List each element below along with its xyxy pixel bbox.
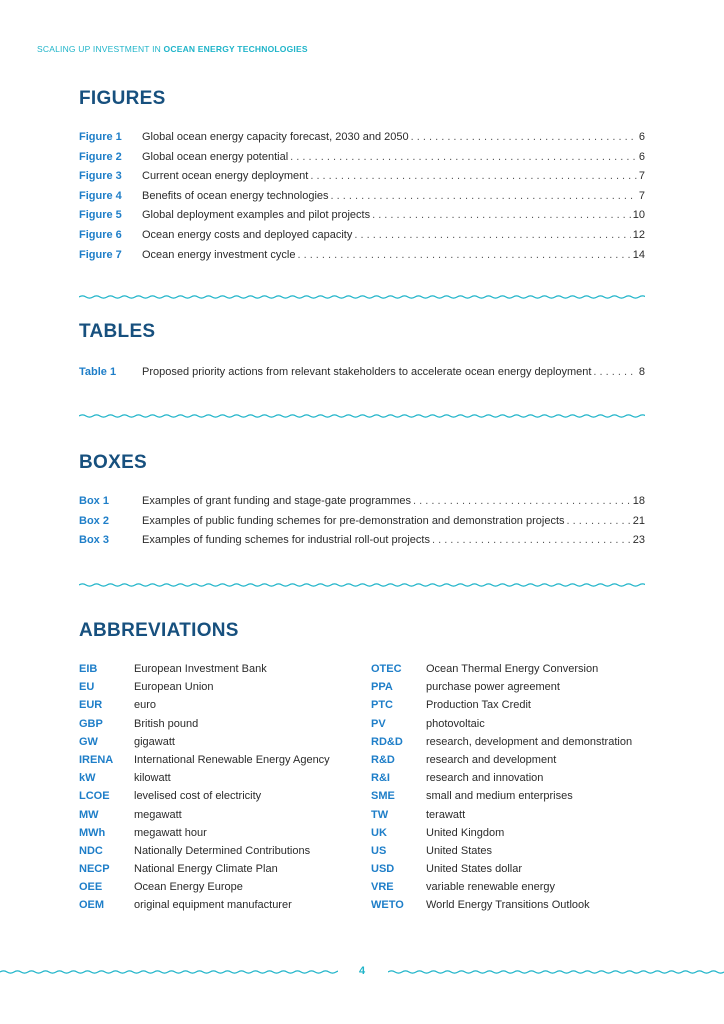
- abbreviation-definition: original equipment manufacturer: [134, 899, 292, 912]
- dot-leader: [411, 128, 637, 148]
- toc-entry-page: 10: [632, 209, 645, 222]
- toc-entry-title: Current ocean energy deployment: [142, 170, 309, 183]
- abbreviation-row: [371, 824, 671, 842]
- abbreviation-row: [371, 660, 671, 678]
- abbreviation-row: [79, 842, 379, 860]
- toc-entry: [79, 128, 645, 148]
- toc-entry-title: Examples of grant funding and stage-gate programmes: [142, 495, 412, 507]
- page-number: 4: [358, 965, 366, 977]
- abbreviation-row: [371, 860, 671, 878]
- toc-entry-page: 21: [632, 514, 645, 527]
- abbreviations-title: ABBREVIATIONS: [79, 620, 239, 641]
- toc-entry: [79, 492, 645, 512]
- abbreviation-row: [371, 751, 671, 769]
- abbreviation-term: kW: [79, 772, 96, 785]
- abbreviation-row: [79, 715, 379, 733]
- dot-leader: [290, 148, 637, 168]
- figures-list: [79, 128, 645, 265]
- abbreviation-definition: kilowatt: [134, 772, 171, 785]
- toc-entry-label: Table 1: [79, 366, 117, 378]
- abbreviation-row: [371, 769, 671, 787]
- wave-divider: [79, 411, 645, 421]
- abbreviation-term: PTC: [371, 699, 393, 712]
- toc-entry: [79, 246, 645, 266]
- abbreviation-term: GBP: [79, 717, 103, 730]
- abbreviation-definition: International Renewable Energy Agency: [134, 753, 330, 766]
- footer-wave-left: [0, 967, 338, 977]
- toc-entry-title: Proposed priority actions from relevant stakeholders to accelerate ocean energy deployment: [142, 366, 592, 378]
- toc-entry-label: Figure 1: [79, 131, 122, 143]
- abbreviation-definition: purchase power agreement: [426, 681, 560, 694]
- abbreviation-term: EIB: [79, 663, 98, 675]
- wave-divider: [79, 580, 645, 590]
- abbreviation-row: [79, 824, 379, 842]
- abbreviation-definition: European Union: [134, 681, 214, 694]
- wave-divider: [79, 292, 645, 302]
- toc-entry-label: Figure 4: [79, 189, 122, 202]
- figures-title: FIGURES: [79, 88, 166, 109]
- abbreviation-definition: Ocean Energy Europe: [134, 881, 243, 894]
- abbreviation-row: [79, 806, 379, 824]
- abbreviation-definition: United Kingdom: [426, 826, 505, 839]
- abbreviation-definition: World Energy Transitions Outlook: [426, 899, 590, 912]
- abbreviation-definition: variable renewable energy: [426, 881, 556, 894]
- toc-entry: [79, 206, 645, 226]
- wave-line: [388, 971, 724, 973]
- toc-entry-label: Box 2: [79, 514, 109, 527]
- toc-entry-title: Global ocean energy potential: [142, 150, 289, 163]
- abbreviation-row: [371, 787, 671, 805]
- abbreviation-row: [79, 751, 379, 769]
- toc-entry-page: 6: [638, 150, 645, 163]
- toc-entry-title: Global deployment examples and pilot projects: [142, 209, 371, 222]
- toc-entry-label: Figure 5: [79, 209, 122, 222]
- abbreviation-row: [79, 678, 379, 696]
- toc-entry-label: Figure 6: [79, 228, 122, 241]
- abbreviation-row: [371, 842, 671, 860]
- toc-entry: [79, 148, 645, 168]
- abbreviation-row: [79, 878, 379, 896]
- abbreviation-definition: gigawatt: [134, 735, 175, 748]
- abbreviation-term: USD: [371, 863, 395, 876]
- dot-leader: [310, 167, 637, 187]
- abbreviation-row: [79, 660, 379, 678]
- abbreviation-row: [79, 769, 379, 787]
- abbreviation-row: [79, 896, 379, 914]
- abbreviation-term: R&I: [371, 772, 390, 785]
- abbreviation-term: LCOE: [79, 790, 110, 803]
- abbreviation-row: [371, 715, 671, 733]
- wave-line: [0, 971, 338, 973]
- toc-entry: [79, 531, 645, 551]
- abbreviation-definition: photovoltaic: [426, 717, 485, 730]
- toc-entry-label: Figure 2: [79, 150, 122, 163]
- abbreviation-term: UK: [371, 826, 387, 839]
- toc-entry-title: Global ocean energy capacity forecast, 2030 and 2050: [142, 131, 409, 143]
- abbreviation-definition: levelised cost of electricity: [134, 790, 262, 803]
- toc-entry: [79, 512, 645, 532]
- abbreviation-term: GW: [79, 735, 98, 748]
- abbreviation-term: MW: [79, 808, 99, 821]
- running-header-prefix: SCALING UP INVESTMENT IN: [37, 44, 164, 54]
- abbreviation-definition: megawatt: [134, 808, 182, 821]
- abbreviation-term: SME: [371, 790, 395, 803]
- toc-entry-title: Ocean energy investment cycle: [142, 248, 296, 261]
- abbreviation-term: OTEC: [371, 663, 402, 675]
- abbreviation-term: PPA: [371, 681, 393, 694]
- dot-leader: [432, 531, 631, 551]
- abbreviation-term: TW: [371, 808, 389, 821]
- abbreviation-definition: Nationally Determined Contributions: [134, 844, 311, 857]
- toc-entry-title: Examples of funding schemes for industrial roll-out projects: [142, 534, 430, 547]
- toc-entry-title: Ocean energy costs and deployed capacity: [142, 228, 353, 241]
- running-header: [37, 44, 308, 54]
- abbreviation-row: [371, 678, 671, 696]
- toc-entry-page: 7: [638, 189, 645, 202]
- abbreviation-row: [371, 733, 671, 751]
- abbreviation-term: IRENA: [79, 753, 114, 766]
- abbreviation-definition: European Investment Bank: [134, 663, 267, 675]
- abbreviation-definition: research and development: [426, 753, 557, 766]
- abbreviations-left-column: [79, 660, 379, 915]
- toc-entry-page: 7: [638, 170, 645, 183]
- abbreviation-term: US: [371, 844, 387, 857]
- abbreviation-definition: euro: [134, 699, 157, 712]
- abbreviation-term: RD&D: [371, 735, 403, 748]
- abbreviation-term: NECP: [79, 863, 110, 876]
- wave-line: [79, 296, 645, 298]
- abbreviation-term: MWh: [79, 826, 106, 839]
- toc-entry: [79, 226, 645, 246]
- abbreviation-row: [371, 696, 671, 714]
- abbreviation-definition: research, development and demonstration: [426, 735, 633, 748]
- abbreviation-row: [371, 806, 671, 824]
- abbreviation-term: EUR: [79, 699, 103, 712]
- wave-line: [79, 584, 645, 586]
- toc-entry-label: Figure 7: [79, 248, 122, 261]
- abbreviation-term: EU: [79, 681, 95, 694]
- dot-leader: [372, 206, 631, 226]
- abbreviation-row: [371, 878, 671, 896]
- toc-entry-page: 23: [632, 534, 645, 547]
- abbreviation-definition: Production Tax Credit: [426, 699, 531, 712]
- abbreviations-right-column: [371, 660, 671, 915]
- dot-leader: [593, 363, 636, 383]
- toc-entry: [79, 187, 645, 207]
- boxes-title: BOXES: [79, 452, 148, 473]
- abbreviation-definition: research and innovation: [426, 772, 544, 785]
- toc-entry-label: Figure 3: [79, 170, 122, 183]
- abbreviation-definition: British pound: [134, 717, 199, 730]
- abbreviation-row: [79, 860, 379, 878]
- dot-leader: [354, 226, 630, 246]
- abbreviation-row: [79, 787, 379, 805]
- abbreviation-definition: Ocean Thermal Energy Conversion: [426, 663, 599, 675]
- toc-entry-page: 14: [632, 248, 645, 261]
- toc-entry-title: Benefits of ocean energy technologies: [142, 189, 329, 202]
- toc-entry: [79, 363, 645, 383]
- footer-wave-right: [388, 967, 724, 977]
- abbreviation-term: NDC: [79, 844, 103, 857]
- dot-leader: [567, 512, 631, 532]
- abbreviation-row: [79, 696, 379, 714]
- toc-entry-page: 8: [638, 366, 645, 378]
- abbreviation-term: WETO: [371, 899, 404, 912]
- boxes-list: [79, 492, 645, 551]
- abbreviation-definition: small and medium enterprises: [426, 790, 573, 803]
- abbreviation-definition: United States: [426, 844, 493, 857]
- dot-leader: [297, 246, 630, 266]
- abbreviation-term: VRE: [371, 881, 394, 894]
- toc-entry-page: 12: [632, 228, 645, 241]
- toc-entry-label: Box 3: [79, 534, 109, 547]
- toc-entry-page: 6: [638, 131, 645, 143]
- tables-title: TABLES: [79, 321, 156, 342]
- toc-entry-page: 18: [632, 495, 645, 507]
- toc-entry: [79, 167, 645, 187]
- abbreviation-term: OEM: [79, 899, 105, 912]
- wave-line: [79, 415, 645, 417]
- abbreviation-definition: megawatt hour: [134, 826, 207, 839]
- toc-entry-title: Examples of public funding schemes for pre-demonstration and demonstration projects: [142, 514, 565, 527]
- toc-entry-label: Box 1: [79, 495, 109, 507]
- abbreviation-term: R&D: [371, 753, 395, 766]
- abbreviation-term: OEE: [79, 881, 103, 894]
- abbreviation-definition: National Energy Climate Plan: [134, 863, 278, 876]
- abbreviation-definition: United States dollar: [426, 863, 522, 876]
- running-header-bold: OCEAN ENERGY TECHNOLOGIES: [163, 44, 308, 54]
- dot-leader: [413, 492, 631, 512]
- tables-list: [79, 363, 645, 383]
- abbreviation-term: PV: [371, 717, 386, 730]
- abbreviation-row: [79, 733, 379, 751]
- abbreviation-row: [371, 896, 671, 914]
- abbreviation-definition: terawatt: [426, 808, 466, 821]
- dot-leader: [331, 187, 637, 207]
